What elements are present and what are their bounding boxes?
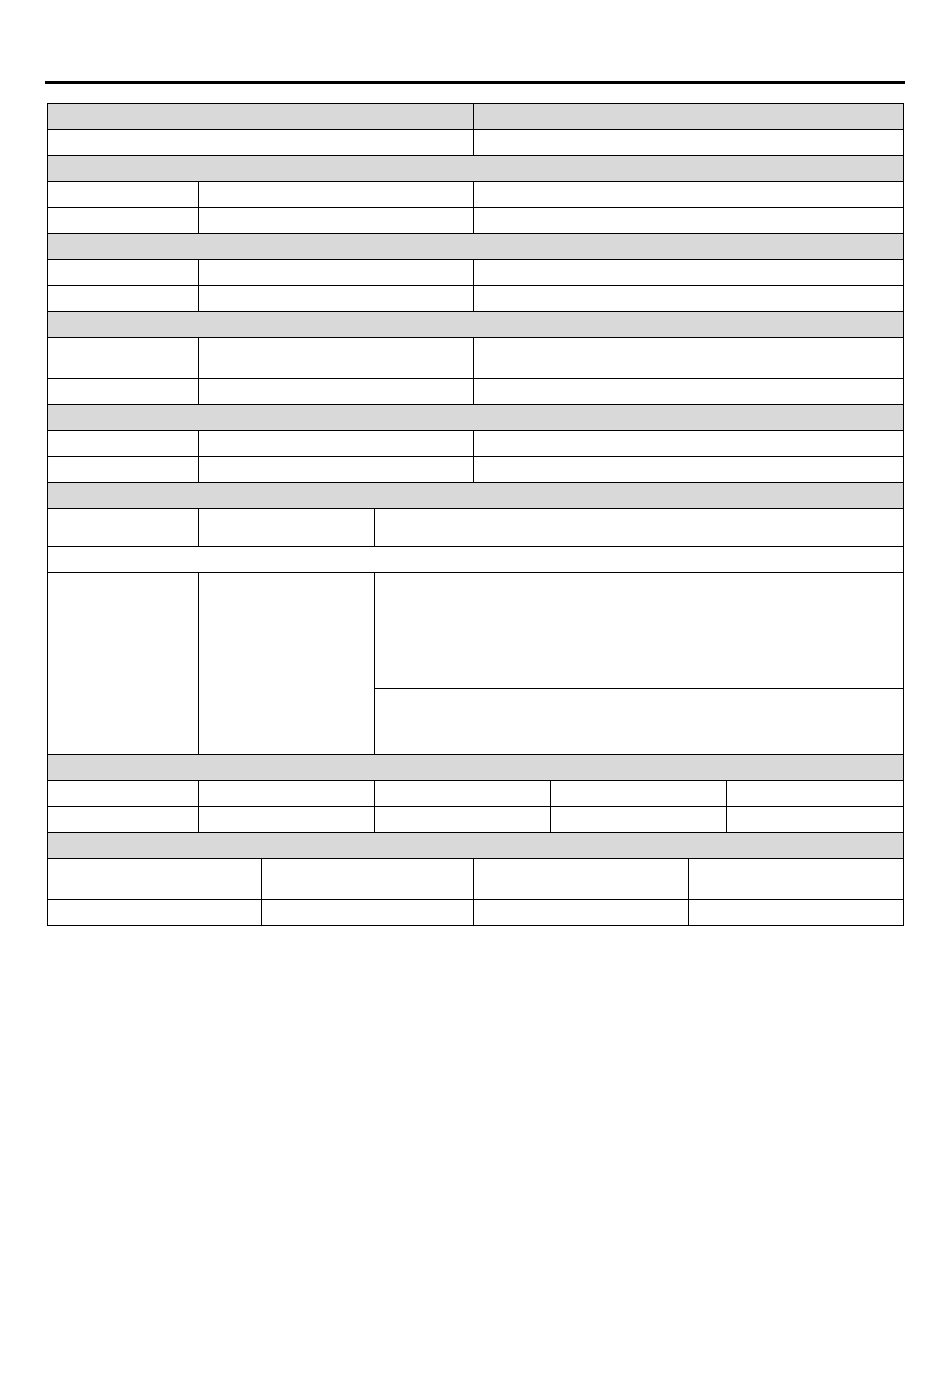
field-value[interactable] — [199, 286, 474, 312]
grid-cell[interactable] — [551, 781, 727, 807]
field-label — [48, 260, 199, 286]
field-value[interactable] — [199, 379, 474, 405]
field-value[interactable] — [199, 260, 474, 286]
block-upper-field[interactable] — [375, 573, 904, 689]
title-value-right[interactable] — [474, 130, 904, 156]
title-header-right — [474, 104, 904, 130]
field-label — [48, 338, 199, 379]
field-value[interactable] — [474, 431, 904, 457]
field-value[interactable] — [199, 208, 474, 234]
field-value[interactable] — [474, 338, 904, 379]
field-label — [48, 182, 199, 208]
field-value[interactable] — [474, 182, 904, 208]
field-label — [48, 379, 199, 405]
field-label — [48, 509, 199, 547]
section-heading — [48, 312, 904, 338]
grid-cell[interactable] — [375, 807, 551, 833]
field-value[interactable] — [199, 457, 474, 483]
field-value[interactable] — [474, 379, 904, 405]
field-value[interactable] — [474, 457, 904, 483]
column-value[interactable] — [689, 900, 904, 926]
field-label — [48, 457, 199, 483]
section-heading — [48, 234, 904, 260]
column-value[interactable] — [48, 900, 262, 926]
field-value[interactable] — [199, 338, 474, 379]
grid-cell[interactable] — [551, 807, 727, 833]
grid-cell[interactable] — [375, 781, 551, 807]
field-value[interactable] — [199, 509, 375, 547]
field-value[interactable] — [474, 286, 904, 312]
title-header-left — [48, 104, 474, 130]
section-heading — [48, 156, 904, 182]
column-header — [474, 859, 689, 900]
column-header — [689, 859, 904, 900]
grid-cell — [48, 781, 199, 807]
field-label — [48, 208, 199, 234]
grid-cell — [48, 807, 199, 833]
field-label — [48, 286, 199, 312]
form-table — [47, 103, 904, 926]
title-value-left[interactable] — [48, 130, 474, 156]
header-rule — [45, 81, 905, 84]
grid-cell[interactable] — [199, 781, 375, 807]
block-sublabel — [199, 573, 375, 755]
field-value[interactable] — [474, 260, 904, 286]
block-label — [48, 573, 199, 755]
field-value[interactable] — [375, 509, 904, 547]
section-heading — [48, 755, 904, 781]
grid-cell[interactable] — [199, 807, 375, 833]
grid-cell[interactable] — [727, 807, 904, 833]
column-value[interactable] — [262, 900, 474, 926]
section-heading — [48, 483, 904, 509]
section-note — [48, 547, 904, 573]
column-value[interactable] — [474, 900, 689, 926]
field-value[interactable] — [474, 208, 904, 234]
block-lower-field[interactable] — [375, 689, 904, 755]
section-heading — [48, 833, 904, 859]
section-heading — [48, 405, 904, 431]
grid-cell[interactable] — [727, 781, 904, 807]
field-label — [48, 431, 199, 457]
field-value[interactable] — [199, 182, 474, 208]
column-header — [48, 859, 262, 900]
column-header — [262, 859, 474, 900]
field-value[interactable] — [199, 431, 474, 457]
